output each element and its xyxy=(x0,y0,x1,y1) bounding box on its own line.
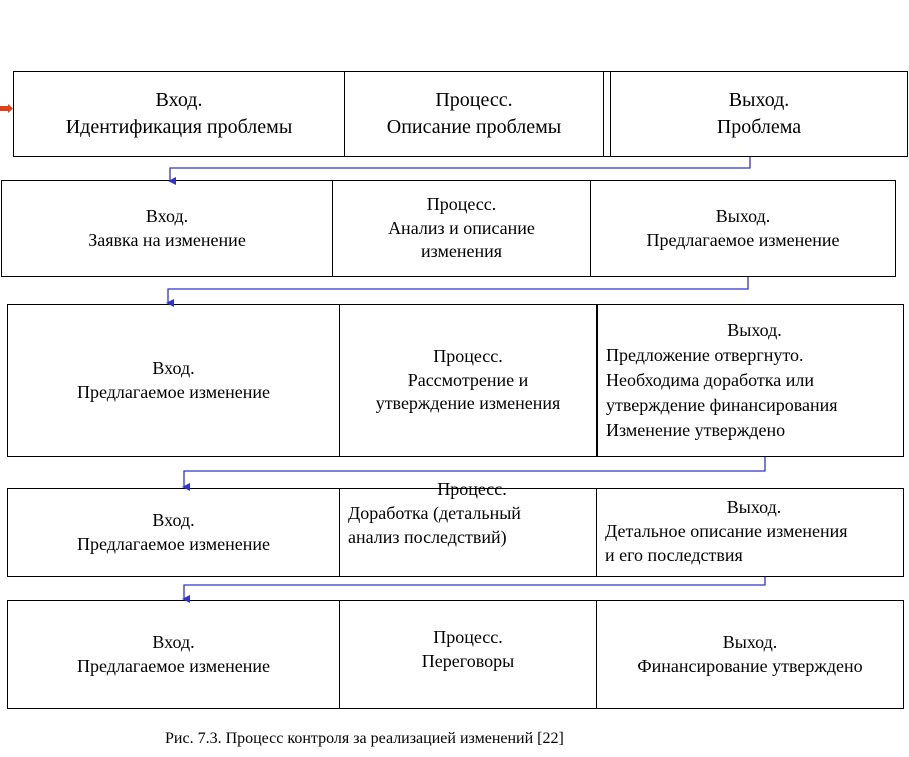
row4-output-text-2: и его последствия xyxy=(605,544,743,565)
row4-input-title: Вход. xyxy=(152,509,195,530)
row5-input-box xyxy=(7,600,340,709)
row2-input-title: Вход. xyxy=(145,205,189,226)
row1-input-text: Идентификация проблемы xyxy=(65,116,293,138)
row4-output-text-1: Детальное описание изменения xyxy=(605,520,848,541)
row1-output-text: Проблема xyxy=(716,116,802,138)
row3-process-box xyxy=(339,304,597,457)
row4-output-title: Выход. xyxy=(726,497,782,517)
row3-input-text: Предлагаемое изменение xyxy=(76,381,271,402)
row4-output-box xyxy=(596,488,904,577)
row3-output-box xyxy=(596,304,904,457)
row3-process-title: Процесс. xyxy=(433,345,503,366)
row1-process-box xyxy=(344,71,604,157)
row1-input-box xyxy=(13,71,345,157)
row4-input-box xyxy=(7,488,340,577)
connector-row4-to-row5 xyxy=(184,577,765,599)
row3-output-text-2: Необходима доработка или xyxy=(606,370,814,391)
row3-output-text-3: утверждение финансирования xyxy=(606,394,838,415)
row2-output-title: Выход. xyxy=(715,205,771,226)
row5-process-title: Процесс. xyxy=(433,627,503,647)
row3-input-box xyxy=(7,304,340,457)
row2-output-text: Предлагаемое изменение xyxy=(646,229,840,250)
row1-input-title: Вход. xyxy=(155,89,203,111)
row1-output-title: Выход. xyxy=(728,89,790,111)
row3-input-title: Вход. xyxy=(152,357,195,378)
entry-arrow-icon xyxy=(0,104,13,113)
row2-process-text-2: изменения xyxy=(420,241,503,262)
row2-output-box xyxy=(590,180,896,277)
row4-process-text-2: анализ последствий) xyxy=(348,526,507,547)
row3-output-text-1: Предложение отвергнуто. xyxy=(606,345,804,366)
row4-process-text-1: Доработка (детальный xyxy=(348,502,521,523)
row4-process-title: Процесс. xyxy=(437,479,507,499)
row5-input-title: Вход. xyxy=(152,631,195,652)
row2-process-text-1: Анализ и описание xyxy=(388,217,535,238)
row5-output-box xyxy=(596,600,904,709)
row2-input-text: Заявка на изменение xyxy=(88,229,246,250)
row3-process-text-1: Рассмотрение и xyxy=(407,369,529,390)
row5-output-title: Выход. xyxy=(722,631,778,652)
row4-input-text: Предлагаемое изменение xyxy=(76,533,271,554)
row2-process-title: Процесс. xyxy=(426,193,497,214)
row3-process-text-2: утверждение изменения xyxy=(375,393,561,414)
row5-process-box xyxy=(339,600,597,709)
row3-output-title: Выход. xyxy=(727,320,782,341)
row5-output-text: Финансирование утверждено xyxy=(637,655,863,676)
row2-input-box xyxy=(1,180,333,277)
row4-process-box xyxy=(339,479,597,577)
row2-process-box xyxy=(332,180,591,277)
row5-input-text: Предлагаемое изменение xyxy=(76,655,271,676)
row5-process-text: Переговоры xyxy=(421,650,515,671)
connector-row2-to-row3 xyxy=(168,277,748,303)
row3-output-text-4: Изменение утверждено xyxy=(606,419,786,440)
figure-caption: Рис. 7.3. Процесс контроля за реализацией изменений [22] xyxy=(165,730,564,747)
row1-output-box xyxy=(610,71,908,157)
row1-process-text: Описание проблемы xyxy=(386,116,562,138)
row1-process-title: Процесс. xyxy=(435,89,513,111)
connector-row1-to-row2 xyxy=(170,157,750,181)
